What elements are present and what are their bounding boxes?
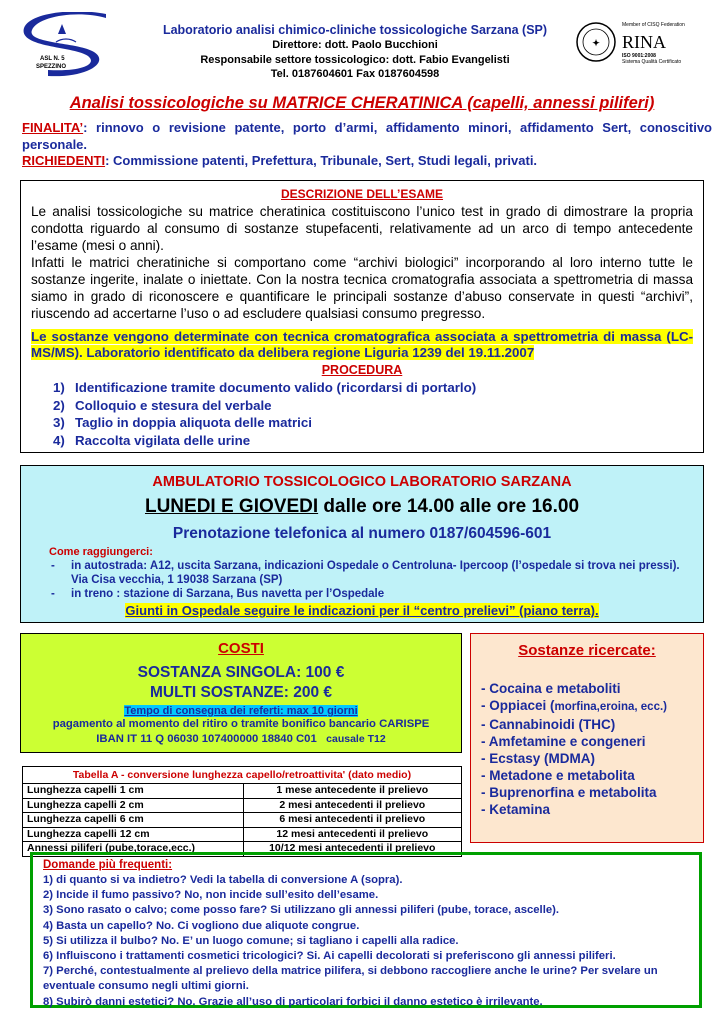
description-title: DESCRIZIONE DELL’ESAME [280,187,444,201]
procedure-item [53,397,476,415]
finalita-text: rinnovo o revisione patente, porto d’armi, affidamento minori, affidamento Sert, conoscitivo personale. [22,120,712,152]
faq-item: 5) Si utilizza il bulbo? No. E’ un luogo comune; si tagliano i capelli alla radice. [43,934,459,947]
procedure-num: 3) [53,415,65,430]
hospital-directions-text: Giunti in Ospedale seguire le indicazioni per il “centro prelievi” (piano terra). [125,603,599,618]
lab-name: Laboratorio analisi chimico-cliniche tossicologiche Sarzana (SP) [162,23,548,37]
procedure-title: PROCEDURA [321,363,403,377]
ambulatorio-title: AMBULATORIO TOSSICOLOGICO LABORATORIO SARZANA [152,474,572,490]
table-row [23,827,462,842]
table-cell: Lunghezza capelli 1 cm [23,784,244,799]
procedure-list [53,379,476,449]
responsible: Responsabile settore tossicologico: dott. Fabio Evangelisti [200,53,510,66]
delivery-time [21,705,461,717]
faq-item: 1) di quanto si va indietro? Vedi la tabella di conversione A (sopra). [43,874,403,886]
faq-item: 4) Basta un capello? No. Ci vogliono due aliquote congrue. [43,919,360,932]
table-row [23,784,462,799]
sostanze-title: Sostanze ricercate: [518,642,656,659]
description-paragraph-2: Infatti le matrici cheratiniche si comportano come “archivi biologici” incorporando al loro interno tutte le sostanze ingerite, inalate o iniettate. Con la nostra tecnica cromatografia associata a spettrometria di massa siamo in grado di riconoscere e quantificare le principali sostanze d’abuso conservate in questi “archivi”, riuscendo ad accertarne l’uso o ad escludere qualsiasi consumo pregresso. [31,255,693,321]
table-caption: Tabella A - conversione lunghezza capello/retroattivita' (dato medio) [22,766,462,783]
route-text: : stazione di Sarzana, Bus navetta per l’Ospedale [113,588,385,600]
ambulatorio-phone: Prenotazione telefonica al numero 0187/604596-601 [172,525,552,542]
description-highlight [31,329,693,361]
highlight-text: Le sostanze vengono determinate con tecnica cromatografica associata a spettrometria di massa (LC-MS/MS). Laboratorio identificato da delibera regione Liguria 1239 del 19.11.2007 [31,329,693,360]
price-multi: MULTI SOSTANZE: 200 € [149,684,332,701]
sostanze-list [481,680,667,818]
ambulatorio-hours [21,496,703,518]
route-label: in treno [71,588,114,600]
procedure-item [53,379,476,397]
table-cell: Lunghezza capelli 6 cm [23,813,244,828]
richiedenti-label: RICHIEDENTI [22,153,106,168]
sostanza-item: - Amfetamine e congeneri [481,734,646,749]
route-label: in autostrada [71,560,144,572]
finalita-sep: : [83,120,88,135]
delivery-time-text: Tempo di consegna dei referti: max 10 giorni [124,705,358,717]
table-cell: 2 mesi antecedenti il prelievo [243,798,461,813]
procedure-num: 1) [53,380,65,395]
procedure-text: Raccolta vigilata delle urine [75,432,251,448]
director: Direttore: dott. Paolo Bucchioni [272,39,438,51]
description-paragraph-1: Le analisi tossicologiche su matrice cheratinica costituiscono l’unico test in grado di dimostrare la propria condotta riguardo al consumo di sostanze stupefacenti, relativamente ad un arco di tempo antecedente l’esame (mesi o anni). [31,204,693,253]
ambulatorio-days: LUNEDI E GIOVEDI [144,496,319,517]
header [0,0,724,88]
route-text: : A12, uscita Sarzana, indicazioni Ospedale o Centroluna- Ipercoop (l’ospedale si trova nei pressi). Via Cisa vecchia, 1 19038 Sarzana (SP) [71,560,680,586]
causale: causale T12 [326,733,386,745]
procedure-item [53,432,476,450]
procedure-item [53,414,476,432]
route-item: - in treno : stazione di Sarzana, Bus navetta per l’Ospedale [51,588,385,600]
header-text [126,22,584,82]
conversion-table [22,766,462,857]
sostanza-item: - Oppiacei (morfina,eroina, ecc.) [481,698,667,713]
sostanza-item: - Ecstasy (MDMA) [481,751,596,766]
ambulatorio-box [20,465,704,623]
table-row [23,813,462,828]
finalita-section [22,120,712,170]
logo-left-line2: SPEZZINO [36,64,67,70]
procedure-num: 2) [53,397,65,413]
svg-text:✦: ✦ [592,38,600,48]
procedure-text: Colloquio e stesura del verbale [75,397,272,413]
table-cell: 6 mesi antecedenti il prelievo [243,813,461,828]
finalita-label: FINALITA’ [22,120,84,135]
route-item: - in autostrada: A12, uscita Sarzana, indicazioni Ospedale o Centroluna- Ipercoop (l’ospedale si trova nei pressi). Via Cisa vecchia, 1 19038 Sarzana (SP) [51,560,680,586]
sostanza-item: - Cannabinoidi (THC) [481,717,616,732]
table-row [23,798,462,813]
costi-box [20,633,462,753]
asl-logo [18,12,118,82]
faq-list [43,873,695,1010]
faq-box [30,852,702,1008]
faq-item: 2) Incide il fumo passivo? No, non incide sull’esito dell’esame. [43,889,379,902]
sostanza-item: - Cocaina e metaboliti [481,681,621,696]
procedure-text: Identificazione tramite documento valido (ricordarsi di portarlo) [75,380,477,395]
price-single: SOSTANZA SINGOLA: 100 € [137,664,345,681]
iban: IBAN IT 11 Q 06030 107400000 18840 C01 [96,733,317,745]
iban-info [21,733,461,745]
sistema-text: Sistema Qualità Certificato [622,59,682,65]
description-box [20,180,704,453]
table-cell: 1 mese antecedente il prelievo [243,784,461,799]
routes-list [51,559,695,601]
procedure-text: Taglio in doppia aliquota delle matrici [75,415,312,430]
table-cell: 12 mesi antecedenti il prelievo [243,827,461,842]
faq-item: 7) Perché, contestualmente al prelievo della matrice pilifera, si debbono raccogliere anche le urine? Per svelare un eventuale consumo negli ultimi giorni. [43,965,658,993]
faq-item: 3) Sono rasato o calvo; come posso fare? Si utilizzano gli annessi piliferi (pube, torace, ascelle). [43,904,560,917]
table-cell: Lunghezza capelli 12 cm [23,827,244,842]
cisq-text: Member of CISQ Federation [622,22,685,28]
page-title: Analisi tossicologiche su MATRICE CHERATINICA (capelli, annessi piliferi) [69,94,655,112]
richiedenti-text: : Commissione patenti, Prefettura, Tribunale, Sert, Studi legali, privati. [105,153,538,168]
table-cell: Lunghezza capelli 2 cm [23,798,244,813]
procedure-num: 4) [53,432,65,448]
sostanze-box [470,633,704,843]
reach-label: Come raggiungerci: [49,546,153,558]
logo-left-line1: ASL N. 5 [40,56,65,62]
hospital-directions [21,603,703,618]
ambulatorio-time: dalle ore 14.00 alle ore 16.00 [318,496,580,517]
table-cell: Annessi piliferi (pube,torace,ecc.) [23,842,244,857]
contacts: Tel. 0187604601 Fax 0187604598 [270,68,440,80]
faq-title: Domande più frequenti: [43,859,173,871]
costi-title: COSTI [218,640,264,657]
faq-item: 6) Influiscono i trattamenti cosmetici tricologici? Si. Ai capelli decolorati si preferiscono gli annessi piliferi. [43,950,616,963]
rina-certification-logo [574,18,704,68]
description-body [31,203,693,322]
payment-info: pagamento al momento del ritiro o tramite bonifico bancario CARISPE [52,718,430,730]
sostanza-item: - Buprenorfina e metabolita [481,785,657,800]
sostanza-item: - Ketamina [481,802,551,817]
rina-brand: RINA [622,32,666,52]
sostanza-item: - Metadone e metabolita [481,768,635,783]
table-cell: 10/12 mesi antecedenti il prelievo [243,842,461,857]
faq-item: 8) Subirò danni estetici? No. Grazie all’uso di particolari forbici il danno estetico è irrilevante. [43,995,543,1008]
iso-text: ISO 9001:2008 [622,53,656,59]
